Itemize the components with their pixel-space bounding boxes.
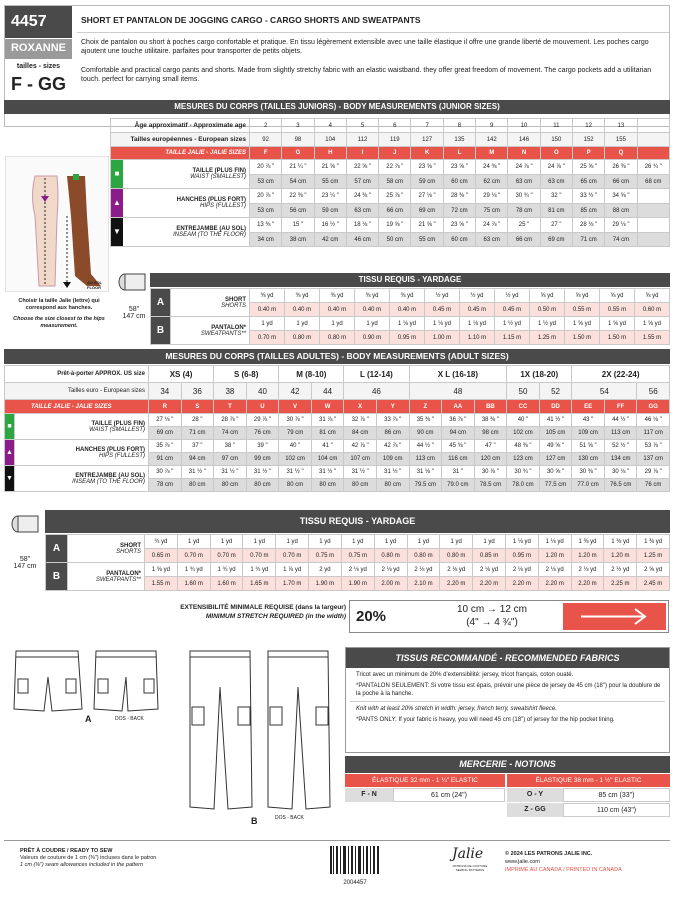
elastic-38-header: ÉLASTIQUE 38 mm - 1 ½" ELASTIC	[507, 774, 670, 787]
junior-yardage-title: TISSU REQUIS - YARDAGE	[150, 273, 670, 287]
adult-inseam-marker-icon: ▼	[5, 466, 15, 492]
waist-marker-icon: ■	[111, 160, 123, 188]
view-a-label: A	[151, 289, 171, 317]
junior-yardage-grid	[150, 288, 670, 345]
adult-jalie-row: TAILLE JALIE - JALIE SIZES R S T U V W X Y Z AA BB CC DD EE FF GG	[5, 400, 670, 414]
fabrics-fr-2: *PANTALON SEULEMENT: Si votre tissu est épais, prévoir une pièce de jersey de 45 cm (18") pour la doublure de la poche à la hanche.	[356, 683, 661, 697]
stretch-percent: 20%	[356, 608, 387, 625]
adult-inseam-cm-row: 78 cm 80 cm 80 cm 80 cm 80 cm 80 cm 80 cm 80 cm 79.5 cm 79.0 cm 78.5 cm 78.0 cm 77.5 cm 77.0 cm 76.5 cm 76 cm	[5, 479, 670, 492]
junior-euro-row: Tailles européennes - European sizes 92 98 104 112 119 127 135 142 146 150 152 155	[111, 133, 670, 147]
junior-pants-yd-row: B PANTALON* SWEATPANTS** 1 yd 1 yd 1 yd 1 yd 1 ⅛ yd 1 ⅛ yd 1 ⅛ yd 1 ½ yd 1 ½ yd 1 ⅝ yd 1 ⅝ yd 1 ⅝ yd	[151, 317, 670, 331]
notions-box	[345, 756, 670, 828]
adult-shorts-yd-row: A SHORT SHORTS ¾ yd 1 yd 1 yd 1 yd 1 yd 1 yd 1 yd 1 yd 1 yd 1 yd 1 yd 1 ⅛ yd 1 ⅛ yd 1 ⅜ yd 1 ⅜ yd 1 ⅜ yd	[46, 535, 670, 549]
adult-fabric-width: 58" 147 cm	[13, 556, 37, 570]
fabrics-en-1: Knit with at least 20% stretch in width: jersey, french terry, sweatshirt fleece.	[356, 706, 557, 712]
notions-r2-value: 85 cm (33")	[563, 788, 670, 802]
hips-marker-icon: ▲	[111, 189, 123, 217]
stretch-cm: 10 cm → 12 cm	[456, 604, 528, 615]
adult-yardage-title: TISSU REQUIS - YARDAGE	[45, 510, 670, 533]
junior-pants-m-row: 0.70 m 0.80 m 0.80 m 0.90 m 0.95 m 1.00 m 1.10 m 1.15 m 1.25 m 1.50 m 1.50 m 1.55 m	[151, 331, 670, 345]
view-a-letter: A	[85, 714, 92, 724]
junior-choose-note: Choisir la taille Jalie (lettre) qui correspond aux hanches. Choose the size closest to the hips measurement.	[13, 298, 105, 329]
floor-label: AU SOL FLOOR	[87, 280, 103, 290]
jalie-logo-sub: PATRONS DE COUTURE SEWING PATTERNS	[452, 864, 488, 872]
junior-figure	[5, 156, 109, 292]
description-en: Comfortable and practical cargo pants and shorts. Made from slightly stretchy fabric with an elastic waistband. they offer great freedom of movement. The cargo pockets add a utilitarian touch. perfect for carrying small items.	[81, 67, 652, 83]
elastic-32-header: ÉLASTIQUE 32 mm - 1 ¼" ELASTIC	[345, 774, 505, 787]
adult-shorts-m-row: 0.65 m 0.70 m 0.70 m 0.70 m 0.70 m 0.75 m 0.75 m 0.80 m 0.80 m 0.80 m 0.85 m 0.95 m 1.20 m 1.20 m 1.20 m 1.25 m	[46, 549, 670, 563]
size-range: F - GG	[11, 74, 66, 94]
junior-age-row: Âge approximatif - Approximate age 2 3 4 5 6 7 8 9 10 11 12 13	[111, 119, 670, 133]
junior-hips-cm-row: 53 cm 56 cm 59 cm 63 cm 66 cm 69 cm 72 cm 75 cm 78 cm 81 cm 85 cm 88 cm	[111, 204, 670, 218]
description-fr: Choix de pantalon ou short à poches cargo confortable et pratique. En tissu légèrement extensible avec une taille élastique il offre une grande liberté de mouvement. Les poches cargo ajoutent une touche utilitaire. parfaites pour transporter de petits objets.	[81, 39, 649, 55]
adult-waist-cm-row: 69 cm 71 cm 74 cm 76 cm 79 cm 81 cm 84 cm 86 cm 90 cm 94 cm 98 cm 102 cm 105 cm 109 cm 113 cm 117 cm	[5, 427, 670, 440]
sizes-label: tailles - sizes	[16, 63, 61, 70]
adult-hips-marker-icon: ▲	[5, 440, 15, 466]
junior-fabric-roll-icon	[117, 272, 147, 292]
stretch-arrow-icon	[563, 603, 666, 630]
junior-title: MESURES DU CORPS (TAILLES JUNIORS) - BODY MEASUREMENTS (JUNIOR SIZES)	[4, 100, 670, 114]
adult-view-b-label: B	[46, 563, 68, 591]
adult-pants-yd-row: B PANTALON* SWEATPANTS** 1 ⅝ yd 1 ¾ yd 1 ¾ yd 1 ¾ yd 1 ⅞ yd 2 yd 2 ⅛ yd 2 ⅛ yd 2 ⅛ yd 2 ⅛ yd 2 ⅛ yd 2 ⅛ yd 2 ⅛ yd 2 ⅛ yd 2 ½ yd 2 ⅝ yd	[46, 563, 670, 577]
adult-grid	[4, 365, 670, 492]
adult-waist-marker-icon: ■	[5, 414, 15, 440]
view-b-drawing	[180, 645, 340, 815]
adult-yardage-grid	[45, 534, 670, 591]
junior-grid	[110, 118, 670, 247]
adult-rtw-row: Prêt-à-porter APPROX. US size XS (4) S (6-8) M (8-10) L (12-14) X L (16-18) 1X (18-20) 2X (22-24)	[5, 366, 670, 383]
junior-shorts-yd-row: A SHORT SHORTS ⅜ yd ⅜ yd ⅜ yd ⅜ yd ⅜ yd ½ yd ½ yd ½ yd ⅝ yd ⅝ yd ⅝ yd ⅝ yd	[151, 289, 670, 303]
stretch-gauge	[349, 600, 669, 633]
pattern-title: SHORT ET PANTALON DE JOGGING CARGO - CARGO SHORTS AND SWEATPANTS	[81, 15, 421, 25]
adult-pants-m-row: 1.55 m 1.60 m 1.60 m 1.65 m 1.70 m 1.90 m 1.90 m 2.00 m 2.10 m 2.20 m 2.20 m 2.20 m 2.20 m 2.20 m 2.25 m 2.45 m	[46, 577, 670, 591]
pattern-code: 4457	[5, 6, 72, 38]
junior-hips-in-row: ▲ HANCHES (PLUS FORT) HIPS (FULLEST) 20 ⅞ " 22 ⅜ " 23 ¼ " 24 ⅜ " 25 ⅞ " 27 ⅛ " 28 ⅜ " 29 ⅛ " 30 ¾ " 32 " 33 ½ " 34 ⅝ "	[111, 189, 670, 204]
shorts-line-drawing-icon	[10, 645, 160, 725]
notions-r1-value: 61 cm (24")	[393, 788, 505, 802]
notions-r3-size: Z - GG	[507, 803, 563, 817]
junior-inseam-in-row: ▼ ENTREJAMBE (AU SOL) INSEAM (TO THE FLOOR) 13 ⅜ " 15 " 16 ½ " 18 ⅛ " 19 ⅝ " 21 ⅝ " 23 ⅝ " 24 ⅞ " 25 " 27 " 28 ⅛ " 29 ⅛ "	[111, 218, 670, 233]
junior-waist-cm-row: 53 cm 54 cm 55 cm 57 cm 58 cm 59 cm 60 cm 62 cm 63 cm 63 cm 65 cm 66 cm 68 cm	[111, 175, 670, 189]
fabrics-title: TISSUS RECOMMANDÉ - RECOMMENDED FABRICS	[346, 648, 669, 668]
adult-title: MESURES DU CORPS (TAILLES ADULTES) - BODY MEASUREMENTS (ADULT SIZES)	[4, 349, 670, 364]
view-b-label: B	[151, 317, 171, 345]
fabrics-box	[345, 647, 670, 753]
barcode-icon	[330, 846, 380, 876]
notions-r3-value: 110 cm (43")	[563, 803, 670, 817]
fabrics-en-2: *PANTS ONLY: If your fabric is heavy, you will need 45 cm (18") of jersey for the hip pocket lining.	[356, 717, 615, 723]
adult-inseam-in-row: ▼ ENTREJAMBE (AU SOL) INSEAM (TO THE FLOOR) 30 ⅞ " 31 ½ " 31 ½ " 31 ½ " 31 ½ " 31 ½ " 31 ½ " 31 ½ " 31 ⅛ " 31 " 30 ⅞ " 30 ¾ " 30 ⅝ " 30 ⅜ " 30 ⅛ " 29 ⅞ "	[5, 466, 670, 479]
view-b-back-label: DOS - BACK	[275, 815, 304, 821]
pants-line-drawing-icon	[180, 645, 340, 815]
adult-hips-in-row: ▲ HANCHES (PLUS FORT) HIPS (FULLEST) 35 ⅞ " 37 " 38 " 39 " 40 " 41 " 42 ⅞ " 42 ⅞ " 44 ½ " 45 ⅝ " 47 " 48 ⅜ " 49 ⅝ " 51 ⅝ " 52 ½ " 53 ⅞ "	[5, 440, 670, 453]
junior-shorts-m-row: 0.40 m 0.40 m 0.40 m 0.40 m 0.40 m 0.45 m 0.45 m 0.45 m 0.50 m 0.55 m 0.55 m 0.60 m	[151, 303, 670, 317]
footer-left: PRÊT À COUDRE / READY TO SEW Valeurs de couture de 1 cm (⅜") incluses dans le patron 1 cm (⅜") seam allowances included in the pattern	[20, 848, 157, 868]
barcode-number: 2004457	[343, 880, 367, 886]
footer-right: © 2024 LES PATRONS JALIE INC. www.jalie.com IMPRIMÉ AU CANADA / PRINTED IN CANADA	[505, 851, 622, 873]
notions-r2-size: O - Y	[507, 788, 563, 802]
notions-title: MERCERIE - NOTIONS	[345, 756, 670, 773]
stretch-inch: (4" → 4 ¾")	[466, 617, 518, 628]
pattern-name: ROXANNE	[5, 39, 72, 59]
jalie-logo: Jalie	[452, 846, 484, 862]
adult-fabric-roll-icon	[10, 514, 40, 534]
notions-r1-size: F - N	[345, 788, 393, 802]
adult-waist-in-row: ■ TAILLE (PLUS FIN) WAIST (SMALLEST) 27 ⅛ " 28 " 28 ⅞ " 29 ⅞ " 30 ⅞ " 31 ⅞ " 32 ⅞ " 33 ⅞ " 35 ⅜ " 36 ⅞ " 38 ⅜ " 40 " 41 ½ " 43 " 44 ½ " 46 ⅛ "	[5, 414, 670, 427]
view-a-back-label: DOS - BACK	[115, 716, 144, 722]
junior-inseam-cm-row: 34 cm 38 cm 42 cm 46 cm 50 cm 55 cm 60 cm 63 cm 66 cm 69 cm 71 cm 74 cm	[111, 233, 670, 247]
view-b-letter: B	[251, 816, 258, 826]
stretch-note: EXTENSIBILITÉ MINIMALE REQUISE (dans la largeur) MINIMUM STRETCH REQUIRED (in the width)	[180, 604, 346, 620]
adult-euro-row: Tailles euro - European sizes 34 36 38 40 42 44 46 48 50 52 54 56	[5, 383, 670, 400]
junior-jalie-row: TAILLE JALIE - JALIE SIZES F G H I J K L M N O P Q	[111, 147, 670, 160]
junior-body-figure-icon	[5, 156, 109, 292]
inseam-marker-icon: ▼	[111, 218, 123, 246]
adult-hips-cm-row: 91 cm 94 cm 97 cm 99 cm 102 cm 104 cm 107 cm 109 cm 113 cm 116 cm 120 cm 123 cm 127 cm 130 cm 134 cm 137 cm	[5, 453, 670, 466]
fabrics-fr-1: Tricot avec un minimum de 20% d'extensibilité: jersey, tricot français, coton ouaté.	[356, 672, 574, 678]
view-a-drawing	[10, 645, 160, 725]
adult-view-a-label: A	[46, 535, 68, 563]
junior-fabric-width: 58" 147 cm	[122, 306, 146, 320]
junior-waist-in-row: ■ TAILLE (PLUS FIN) WAIST (SMALLEST) 20 ⅞ " 21 ¼ " 21 ⅝ " 22 ⅝ " 22 ⅞ " 23 ⅝ " 23 ⅝ " 24 ⅜ " 24 ⅞ " 24 ⅞ " 25 ⅝ " 26 ⅜ " 26 ¾ "	[111, 160, 670, 175]
